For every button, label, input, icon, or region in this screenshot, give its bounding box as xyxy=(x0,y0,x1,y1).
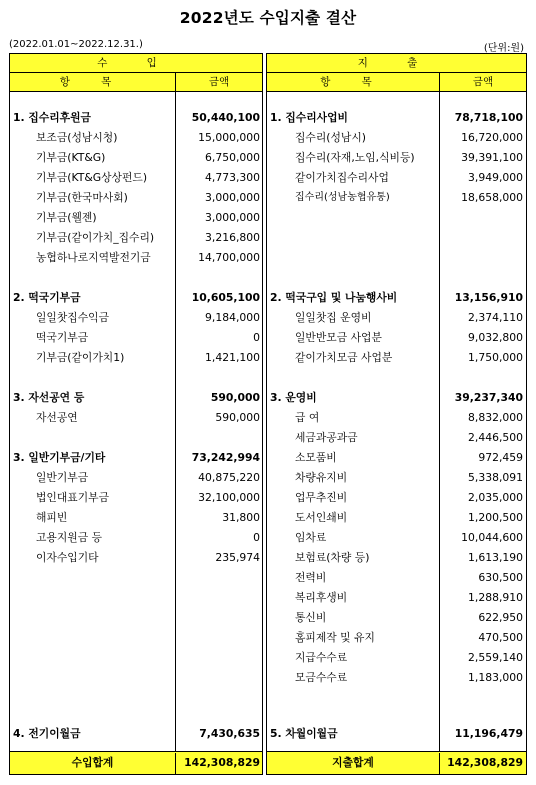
income-item-row: 자선공연 590,000 xyxy=(36,411,260,424)
expense-item-row: 도서인쇄비 1,200,500 xyxy=(295,511,523,524)
expense-item-row: 급 여 8,832,000 xyxy=(295,411,523,424)
income-section-row: 1. 집수리후원금 50,440,100 xyxy=(13,111,260,124)
expense-item-row: 모금수수료 1,183,000 xyxy=(295,671,523,684)
income-item-row: 기부금(같이가치_집수리) 3,216,800 xyxy=(36,231,260,244)
income-section-row: 3. 일반기부금/기타 73,242,994 xyxy=(13,451,260,464)
expense-item-row: 집수리(자재,노임,식비등) 39,391,100 xyxy=(295,151,523,164)
expense-section-row: 2. 떡국구입 및 나눔행사비 13,156,910 xyxy=(270,291,523,304)
income-item-row: 떡국기부금 0 xyxy=(36,331,260,344)
expense-total-amount: 142,308,829 xyxy=(447,756,523,769)
expense-item-row: 전력비 630,500 xyxy=(295,571,523,584)
expense-col-amount: 금액 xyxy=(472,76,494,88)
income-item-row: 기부금(KT&G상상펀드) 4,773,300 xyxy=(36,171,260,184)
expense-item-row: 같이가치모금 사업분 1,750,000 xyxy=(295,351,523,364)
income-item-row: 이자수입기타 235,974 xyxy=(36,551,260,564)
income-item-row: 기부금(한국마사회) 3,000,000 xyxy=(36,191,260,204)
expense-item-row: 집수리(성남시) 16,720,000 xyxy=(295,131,523,144)
expense-panel xyxy=(266,53,527,775)
income-panel xyxy=(9,53,263,775)
expense-section-row: 1. 집수리사업비 78,718,100 xyxy=(270,111,523,124)
expense-item-row: 같이가치집수리사업 3,949,000 xyxy=(295,171,523,184)
expense-column-header xyxy=(267,73,526,92)
income-section-row: 3. 자선공연 등 590,000 xyxy=(13,391,260,404)
unit-label: (단위:원) xyxy=(483,43,524,54)
income-carryover-row: 4. 전기이월금 7,430,635 xyxy=(13,727,260,740)
income-item-row: 고용지원금 등 0 xyxy=(36,531,260,544)
expense-item-row: 지급수수료 2,559,140 xyxy=(295,651,523,664)
income-column-header xyxy=(10,73,262,92)
income-total-amount: 142,308,829 xyxy=(184,756,260,769)
expense-item-row: 일반반모금 사업분 9,032,800 xyxy=(295,331,523,344)
expense-carryover-row: 5. 차월이월금 11,196,479 xyxy=(270,727,523,740)
income-total-label: 수입합계 xyxy=(71,756,114,769)
income-item-row: 농협하나로지역발전기금 14,700,000 xyxy=(36,251,260,264)
income-item-row: 기부금(웰젠) 3,000,000 xyxy=(36,211,260,224)
income-col-item: 항 목 xyxy=(59,76,126,88)
expense-total-label: 지출합계 xyxy=(332,756,374,769)
period-label: (2022.01.01~2022.12.31.) xyxy=(9,39,143,50)
income-item-row: 법인대표기부금 32,100,000 xyxy=(36,491,260,504)
statement-table xyxy=(9,53,527,775)
expense-item-row: 세금과공과금 2,446,500 xyxy=(295,431,523,444)
income-section-row: 2. 떡국기부금 10,605,100 xyxy=(13,291,260,304)
income-item-row: 기부금(같이가치1) 1,421,100 xyxy=(36,351,260,364)
expense-item-row: 복리후생비 1,288,910 xyxy=(295,591,523,604)
income-item-row: 해피빈 31,800 xyxy=(36,511,260,524)
expense-total-row xyxy=(267,751,526,774)
page-title: 2022년도 수입지출 결산 xyxy=(179,9,357,27)
expense-item-row: 집수리(성남농협유통) 18,658,000 xyxy=(295,191,523,204)
expense-section-row: 3. 운영비 39,237,340 xyxy=(270,391,523,404)
income-total-divider xyxy=(175,753,176,775)
income-item-row: 일일찻집수익금 9,184,000 xyxy=(36,311,260,324)
expense-item-row: 차량유지비 5,338,091 xyxy=(295,471,523,484)
expense-col-item: 항 목 xyxy=(320,76,386,88)
income-item-row: 보조금(성남시청) 15,000,000 xyxy=(36,131,260,144)
expense-item-row: 보험료(차량 등) 1,613,190 xyxy=(295,551,523,564)
income-item-row: 일반기부금 40,875,220 xyxy=(36,471,260,484)
expense-total-divider xyxy=(439,753,440,775)
income-item-row: 기부금(KT&G) 6,750,000 xyxy=(36,151,260,164)
income-header: 수 입 xyxy=(10,54,262,73)
expense-header: 지 출 xyxy=(267,54,526,73)
expense-item-row: 임차료 10,044,600 xyxy=(295,531,523,544)
expense-item-row: 통신비 622,950 xyxy=(295,611,523,624)
expense-item-row: 업무추진비 2,035,000 xyxy=(295,491,523,504)
expense-item-row: 소모품비 972,459 xyxy=(295,451,523,464)
income-total-row xyxy=(10,751,262,774)
expense-item-row: 일일찻집 운영비 2,374,110 xyxy=(295,311,523,324)
income-col-amount: 금액 xyxy=(208,76,230,88)
expense-item-row: 홈피제작 및 유지 470,500 xyxy=(295,631,523,644)
